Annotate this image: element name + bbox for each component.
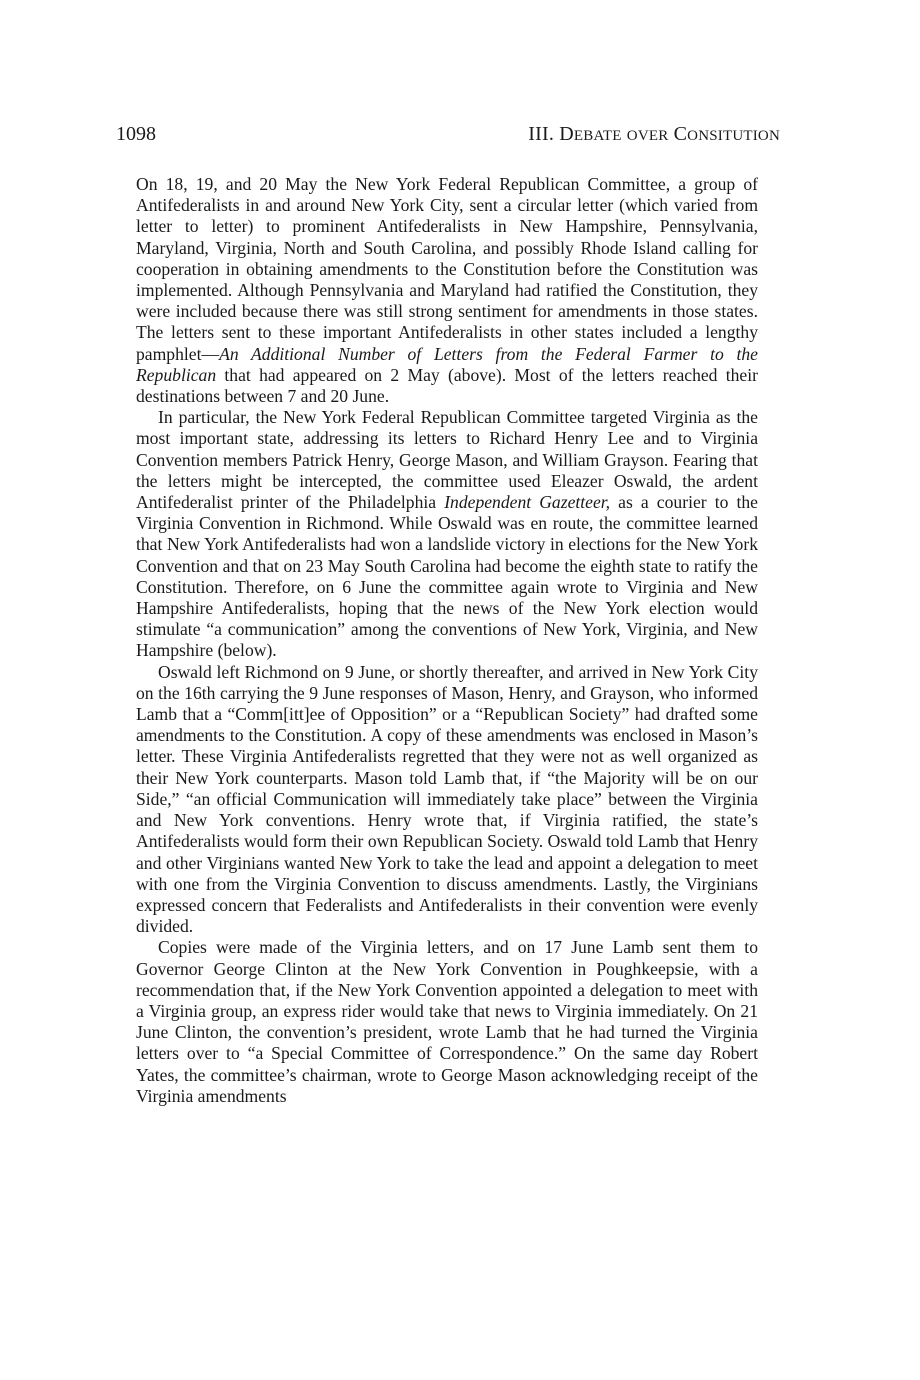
book-page xyxy=(116,120,780,1107)
section-title-word3-initial: C xyxy=(673,123,688,145)
section-title-word1-rest: EBATE xyxy=(573,128,622,144)
pamphlet-title: An Additional Number of Letters from the Federal Farmer to the Republican xyxy=(136,343,758,385)
paragraph-2-text-after: as a courier to the Virginia Convention in Richmond. While Oswald was en route, the committee learned that New York Antifederalists had won a landslide victory in elections for the New York Convention and that on 23 May South Carolina had become the eighth state to ratify the Constitution. Therefore, on 6 June the committee again wrote to Virginia and New Hampshire Antifederalists, hoping that the news of the New York election would stimulate “a communication” among the conventions of New York, Virginia, and New Hampshire (below). xyxy=(136,492,758,661)
newspaper-title: Independent Gazetteer, xyxy=(444,492,611,513)
paragraph-3: Oswald left Richmond on 9 June, or shortly thereafter, and arrived in New York City on the 16th carrying the 9 June responses of Mason, Henry, and Grayson, who informed Lamb that a “Comm[itt]ee of Opposition” or a “Republican Society” had drafted some amendments to the Constitution. A copy of these amendments was enclosed in Mason’s letter. These Virginia Antifederalists regretted that they were not as well organized as their New York counterparts. Mason told Lamb that, if “the Majority will be on our Side,” “an official Communication will immediately take place” between the Virginia and New York conventions. Henry wrote that, if Virginia ratified, the state’s Antifederalists would form their own Republican Society. Oswald told Lamb that Henry and other Virginians wanted New York to take the lead and appoint a delegation to meet with one from the Virginia Convention to discuss amendments. Lastly, the Virginians expressed concern that Federalists and Antifederalists in their convention were evenly divided. xyxy=(136,661,758,937)
section-title-prefix: III. D xyxy=(528,123,574,145)
running-head xyxy=(116,120,780,152)
paragraph-4: Copies were made of the Virginia letters, and on 17 June Lamb sent them to Governor George Clinton at the New York Convention in Poughkeepsie, with a recommendation that, if the New York Convention appointed a delegation to meet with a Virginia group, an express rider would take that news to Virginia immediately. On 21 June Clinton, the convention’s president, wrote Lamb that he had turned the Virginia letters over to “a Special Committee of Correspondence.” On the same day Robert Yates, the committee’s chairman, wrote to George Mason acknowledging receipt of the Virginia amendments xyxy=(136,937,758,1106)
paragraph-1-text-before: On 18, 19, and 20 May the New York Federal Republican Committee, a group of Antifederalists in and around New York City, sent a circular letter (which varied from letter to letter) to prominent Antifederalists in New Hampshire, Pennsylvania, Maryland, Virginia, North and South Carolina, and possibly Rhode Island calling for cooperation in obtaining amendments to the Constitution before the Constitution was implemented. Although Pennsylvania and Maryland had ratified the Constitution, they were included because there was still strong sentiment for amendments in those states. The letters sent to these important Antifederalists in other states included a lengthy pamphlet— xyxy=(136,174,758,364)
paragraph-1-text-after: that had appeared on 2 May (above). Most of the letters reached their destinations between 7 and 20 June. xyxy=(136,364,758,407)
body-text xyxy=(136,174,758,1107)
paragraph-2-text-before: In particular, the New York Federal Republican Committee targeted Virginia as the most important state, addressing its letters to Richard Henry Lee and to Virginia Convention members Patrick Henry, George Mason, and William Grayson. Fearing that the letters might be intercepted, the committee used Eleazer Oswald, the ardent Antifederalist printer of the Philadelphia xyxy=(136,407,758,513)
section-title-word3-rest: ONSITUTION xyxy=(687,128,780,144)
section-title xyxy=(528,123,780,146)
page-number: 1098 xyxy=(116,123,156,145)
paragraph-2 xyxy=(136,407,758,661)
paragraph-1 xyxy=(136,174,758,407)
section-title-word2: OVER xyxy=(626,128,669,144)
